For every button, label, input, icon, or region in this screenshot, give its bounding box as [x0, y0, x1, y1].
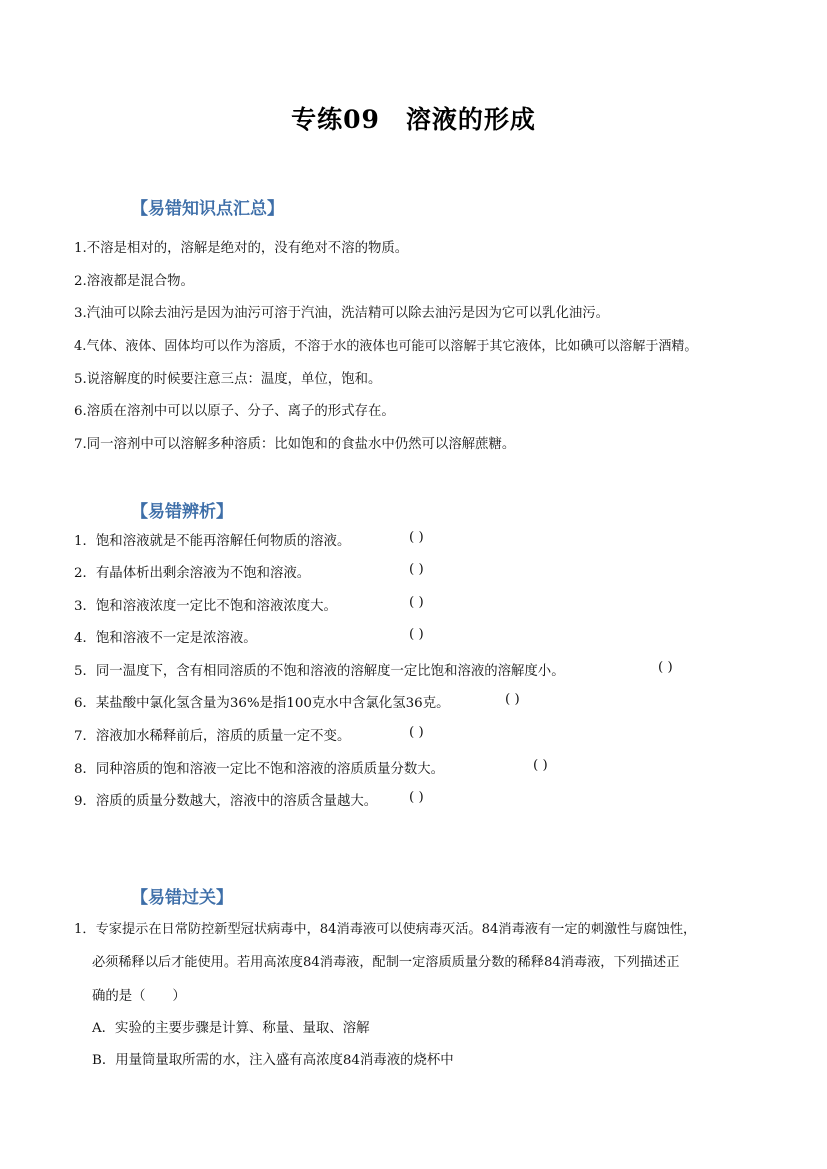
answer-paren-3: ( ): [409, 595, 424, 610]
answer-paren-6: ( ): [505, 692, 520, 707]
analysis-item-3: 3．饱和溶液浓度一定比不饱和溶液浓度大。: [74, 599, 337, 614]
answer-paren-5: ( ): [658, 660, 673, 675]
knowledge-item-6: 6.溶质在溶剂中可以以原子、分子、离子的形式存在。: [74, 404, 395, 419]
question-1-line-1: 1．专家提示在日常防控新型冠状病毒中，84消毒液可以使病毒灭活。84消毒液有一定的刺激性与腐蚀性，: [74, 922, 697, 937]
analysis-item-2: 2．有晶体析出剩余溶液为不饱和溶液。: [74, 566, 311, 581]
knowledge-item-2: 2.溶液都是混合物。: [74, 274, 194, 289]
question-1-option-b: B．用量筒量取所需的水，注入盛有高浓度84消毒液的烧杯中: [92, 1053, 454, 1068]
question-1-option-a: A．实验的主要步骤是计算、称量、量取、溶解: [92, 1021, 370, 1036]
answer-paren-2: ( ): [409, 562, 424, 577]
analysis-item-8: 8．同种溶质的饱和溶液一定比不饱和溶液的溶质质量分数大。: [74, 762, 445, 777]
answer-paren-7: ( ): [409, 725, 424, 740]
answer-paren-8: ( ): [533, 758, 548, 773]
page-title: 专练09 溶液的形成: [291, 105, 536, 134]
question-1-line-3: 确的是（ ）: [92, 989, 186, 1004]
question-1-line-2: 必须稀释以后才能使用。若用高浓度84消毒液，配制一定溶质质量分数的稀释84消毒液，下列描述正: [92, 955, 680, 970]
analysis-item-9: 9．溶质的质量分数越大，溶液中的溶质含量越大。: [74, 794, 378, 809]
knowledge-item-5: 5.说溶解度的时候要注意三点：温度，单位，饱和。: [74, 372, 382, 387]
analysis-item-6: 6．某盐酸中氯化氢含量为36%是指100克水中含氯化氢36克。: [74, 696, 450, 711]
answer-paren-1: ( ): [409, 530, 424, 545]
answer-paren-4: ( ): [409, 627, 424, 642]
analysis-item-5: 5．同一温度下，含有相同溶质的不饱和溶液的溶解度一定比饱和溶液的溶解度小。: [74, 664, 565, 679]
analysis-item-1: 1．饱和溶液就是不能再溶解任何物质的溶液。: [74, 534, 351, 549]
knowledge-item-3: 3.汽油可以除去油污是因为油污可溶于汽油，洗洁精可以除去油污是因为它可以乳化油污。: [74, 306, 610, 321]
knowledge-item-4: 4.气体、液体、固体均可以作为溶质，不溶于水的液体也可能可以溶解于其它液体，比如碘可以溶解于酒精。: [74, 339, 698, 354]
analysis-item-4: 4．饱和溶液不一定是浓溶液。: [74, 631, 257, 646]
answer-paren-9: ( ): [409, 790, 424, 805]
error-checkpoint-heading: 【易错过关】: [131, 888, 233, 908]
knowledge-item-7: 7.同一溶剂中可以溶解多种溶质：比如饱和的食盐水中仍然可以溶解蔗糖。: [74, 437, 516, 452]
error-analysis-heading: 【易错辨析】: [131, 502, 233, 522]
analysis-item-7: 7．溶液加水稀释前后，溶质的质量一定不变。: [74, 729, 351, 744]
knowledge-item-1: 1.不溶是相对的，溶解是绝对的，没有绝对不溶的物质。: [74, 241, 409, 256]
knowledge-summary-heading: 【易错知识点汇总】: [131, 199, 284, 219]
